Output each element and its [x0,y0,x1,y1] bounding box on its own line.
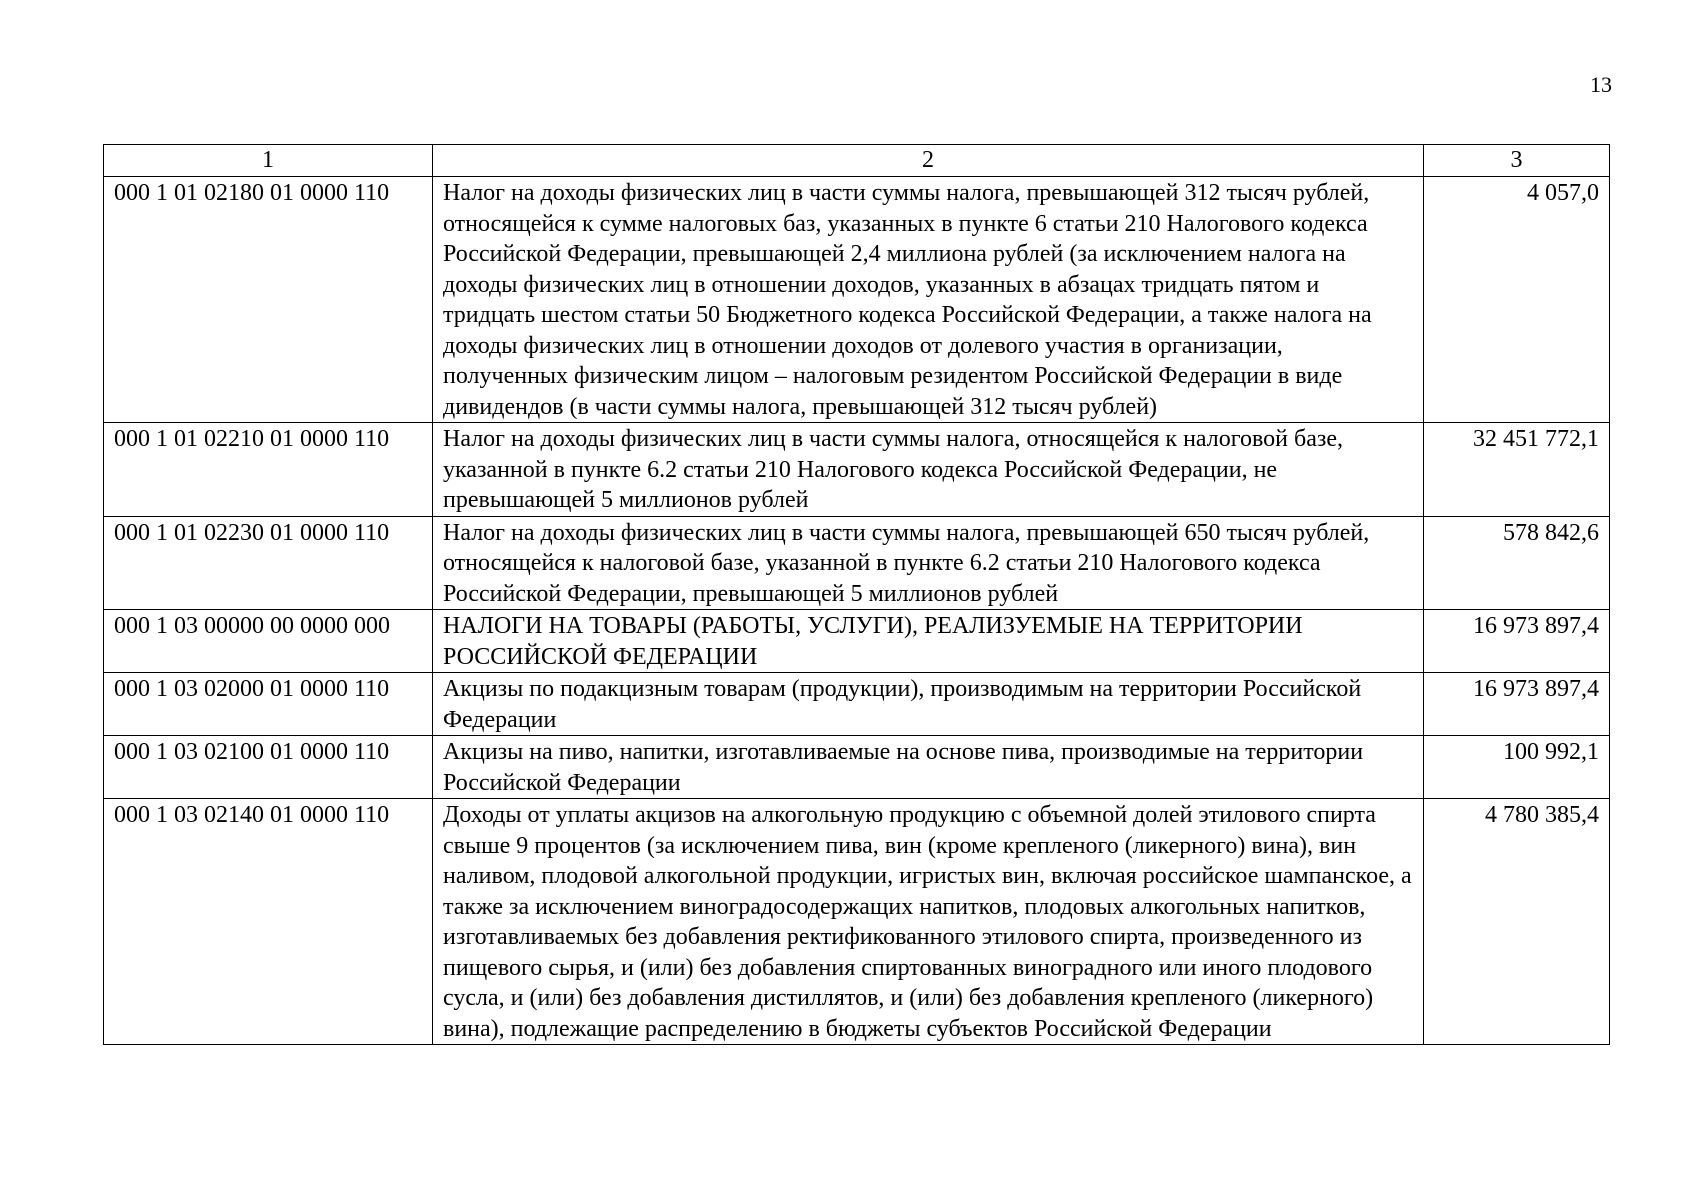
budget-code: 000 1 01 02230 01 0000 110 [104,516,433,610]
budget-code: 000 1 01 02210 01 0000 110 [104,423,433,517]
amount: 100 992,1 [1424,736,1610,799]
amount: 4 780 385,4 [1424,799,1610,1045]
revenue-name: Акцизы по подакцизным товарам (продукции), производимым на территории Российской Федерации [433,673,1424,736]
table-row [104,423,1610,517]
amount: 578 842,6 [1424,516,1610,610]
budget-code: 000 1 03 02140 01 0000 110 [104,799,433,1045]
amount: 32 451 772,1 [1424,423,1610,517]
amount: 16 973 897,4 [1424,610,1610,673]
column-header-3: 3 [1424,145,1610,177]
table-row [104,736,1610,799]
table-header-row [104,145,1610,177]
revenue-name: Налог на доходы физических лиц в части суммы налога, превышающей 312 тысяч рублей, относящейся к сумме налоговых баз, указанных в пункте 6 статьи 210 Налогового кодекса Российской Федерации, превышающей 2,4 миллиона рублей (за исключением налога на доходы физических лиц в отношении доходов, указанных в абзацах тридцать пятом и тридцать шестом статьи 50 Бюджетного кодекса Российской Федерации, а также налога на доходы физических лиц в отношении доходов от долевого участия в организации, полученных физическим лицом – налоговым резидентом Российской Федерации в виде дивидендов (в части суммы налога, превышающей 312 тысяч рублей) [433,177,1424,423]
revenue-name: Налог на доходы физических лиц в части суммы налога, превышающей 650 тысяч рублей, относящейся к налоговой базе, указанной в пункте 6.2 статьи 210 Налогового кодекса Российской Федерации, превышающей 5 миллионов рублей [433,516,1424,610]
revenue-name: НАЛОГИ НА ТОВАРЫ (РАБОТЫ, УСЛУГИ), РЕАЛИЗУЕМЫЕ НА ТЕРРИТОРИИ РОССИЙСКОЙ ФЕДЕРАЦИИ [433,610,1424,673]
revenue-name: Налог на доходы физических лиц в части суммы налога, относящейся к налоговой базе, указанной в пункте 6.2 статьи 210 Налогового кодекса Российской Федерации, не превышающей 5 миллионов рублей [433,423,1424,517]
amount: 16 973 897,4 [1424,673,1610,736]
table-row [104,610,1610,673]
revenue-name: Акцизы на пиво, напитки, изготавливаемые на основе пива, производимые на территории Российской Федерации [433,736,1424,799]
revenue-table [103,144,1610,1045]
table-row [104,516,1610,610]
page-number: 13 [1590,72,1612,97]
table-row [104,177,1610,423]
amount: 4 057,0 [1424,177,1610,423]
budget-code: 000 1 03 00000 00 0000 000 [104,610,433,673]
budget-code: 000 1 01 02180 01 0000 110 [104,177,433,423]
budget-code: 000 1 03 02100 01 0000 110 [104,736,433,799]
revenue-name: Доходы от уплаты акцизов на алкогольную продукцию с объемной долей этилового спирта свыше 9 процентов (за исключением пива, вин (кроме крепленого (ликерного) вина), вин наливом, плодовой алкогольной продукции, игристых вин, включая российское шампанское, а также за исключением виноградосодержащих напитков, плодовых алкогольных напитков, изготавливаемых без добавления ректификованного этилового спирта, произведенного из пищевого сырья, и (или) без добавления спиртованных виноградного или иного плодового сусла, и (или) без добавления дистиллятов, и (или) без добавления крепленого (ликерного) вина), подлежащие распределению в бюджеты субъектов Российской Федерации [433,799,1424,1045]
column-header-1: 1 [104,145,433,177]
table-row [104,673,1610,736]
table-row [104,799,1610,1045]
column-header-2: 2 [433,145,1424,177]
budget-code: 000 1 03 02000 01 0000 110 [104,673,433,736]
